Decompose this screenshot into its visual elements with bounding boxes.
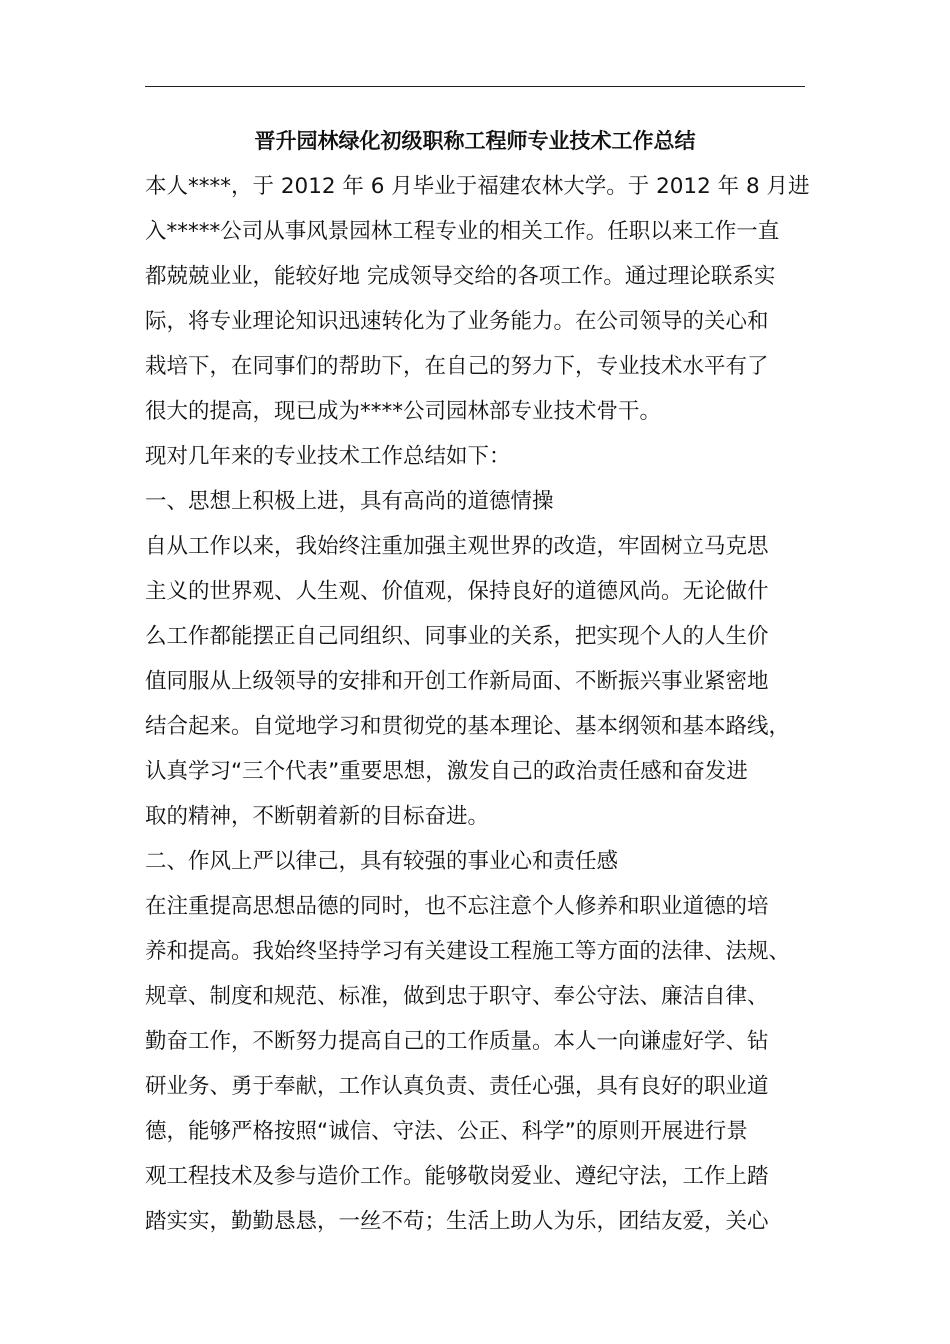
body-line: 勤奋工作，不断努力提高自己的工作质量。本人一向谦虚好学、钻 [145,1029,769,1054]
body-line: 入*****公司从事风景园林工程专业的相关工作。任职以来工作一直 [145,219,780,244]
body-line: 际，将专业理论知识迅速转化为了业务能力。在公司领导的关心和 [145,309,769,334]
body-line: 观工程技术及参与造价工作。能够敬岗爱业、遵纪守法，工作上踏 [145,1164,769,1189]
body-line: 认真学习“三个代表”重要思想，激发自己的政治责任感和奋发进 [145,759,748,784]
document-body [145,164,825,1244]
body-line: 本人****，于 2012 年 6 月毕业于福建农林大学。于 2012 年 8 月进 [145,174,810,199]
body-line: 结合起来。自觉地学习和贯彻党的基本理论、基本纲领和基本路线， [145,714,791,739]
body-line: 值同服从上级领导的安排和开创工作新局面、不断振兴事业紧密地 [145,669,769,694]
section-heading: 一、思想上积极上进，具有高尚的道德情操 [145,489,554,514]
body-line: 研业务、勇于奉献，工作认真负责、责任心强，具有良好的职业道 [145,1074,769,1099]
body-line: 在注重提高思想品德的同时，也不忘注意个人修养和职业道德的培 [145,894,769,919]
body-line: 德，能够严格按照“诚信、守法、公正、科学”的原则开展进行景 [145,1119,748,1144]
body-line: 养和提高。我始终坚持学习有关建设工程施工等方面的法律、法规、 [145,939,791,964]
body-line: 踏实实，勤勤恳恳，一丝不苟；生活上助人为乐，团结友爱，关心 [145,1209,769,1234]
body-line: 栽培下，在同事们的帮助下，在自己的努力下，专业技术水平有了 [145,354,769,379]
body-line: 很大的提高，现已成为****公司园林部专业技术骨干。 [145,399,662,424]
header-rule [145,86,805,87]
body-line: 主义的世界观、人生观、价值观，保持良好的道德风尚。无论做什 [145,579,769,604]
body-line: 现对几年来的专业技术工作总结如下： [145,444,511,469]
body-line: 规章、制度和规范、标准，做到忠于职守、奉公守法、廉洁自律、 [145,984,769,1009]
section-heading: 二、作风上严以律己，具有较强的事业心和责任感 [145,849,619,874]
document-title: 晋升园林绿化初级职称工程师专业技术工作总结 [254,129,696,153]
body-line: 么工作都能摆正自己同组织、同事业的关系，把实现个人的人生价 [145,624,769,649]
body-line: 都兢兢业业，能较好地 完成领导交给的各项工作。通过理论联系实 [145,264,776,289]
body-line: 取的精神，不断朝着新的目标奋进。 [145,804,490,829]
body-line: 自从工作以来，我始终注重加强主观世界的改造，牢固树立马克思 [145,534,769,559]
